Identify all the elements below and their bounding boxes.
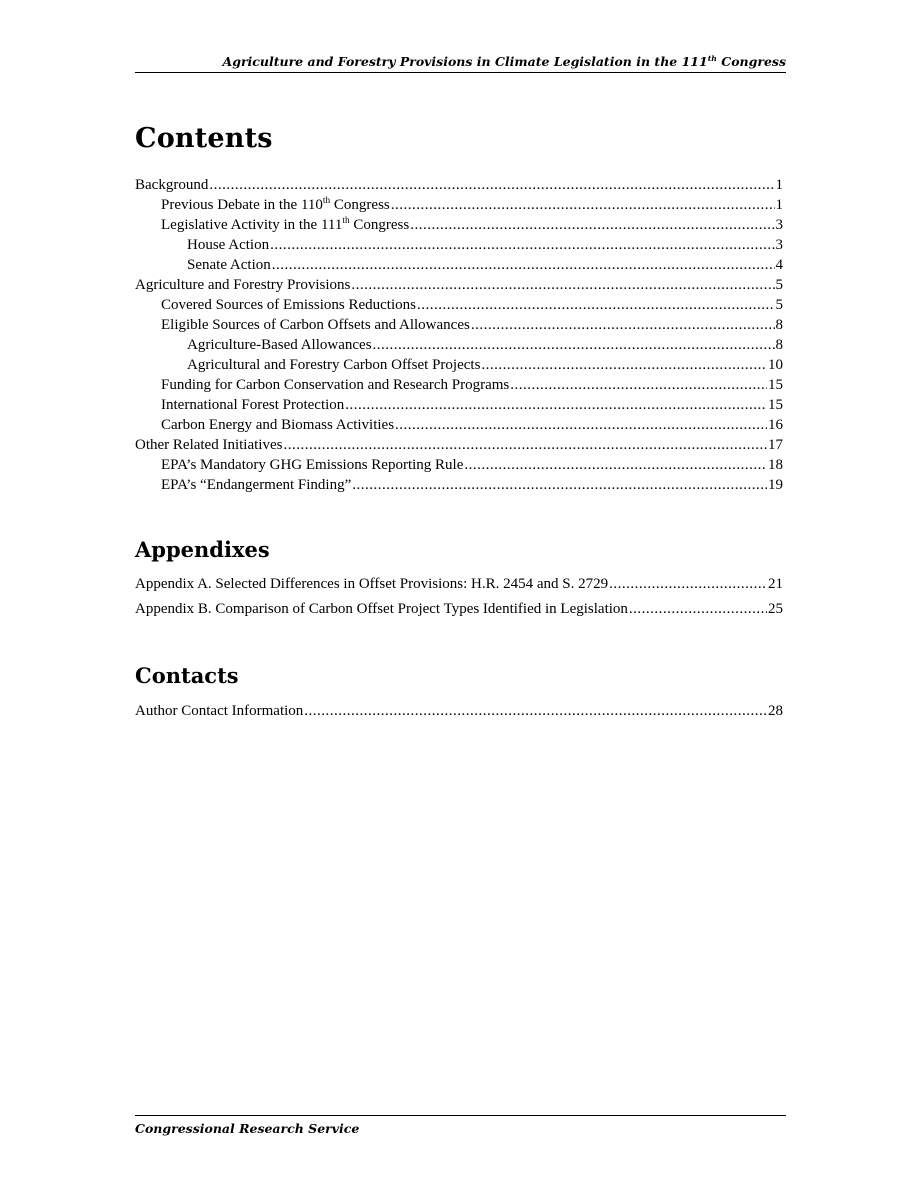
toc-entry[interactable] xyxy=(135,335,783,355)
toc-page-number: 3 xyxy=(775,217,783,233)
toc-entry[interactable] xyxy=(135,415,783,435)
toc-entry[interactable] xyxy=(135,435,783,455)
toc-entry[interactable] xyxy=(135,235,783,255)
appendixes-heading: Appendixes xyxy=(135,537,270,562)
toc-dot-leader xyxy=(510,375,767,395)
contents-toc xyxy=(135,175,783,495)
toc-page-number: 18 xyxy=(768,457,783,473)
toc-entry-title-text: Other Related Initiatives xyxy=(135,437,283,453)
running-header xyxy=(135,54,786,69)
running-footer: Congressional Research Service xyxy=(135,1121,360,1136)
toc-page-number: 21 xyxy=(768,576,783,592)
toc-page-number: 15 xyxy=(768,397,783,413)
toc-dot-leader xyxy=(270,235,774,255)
toc-entry-title xyxy=(135,599,628,619)
toc-entry-title xyxy=(187,335,372,355)
toc-dot-leader xyxy=(209,175,774,195)
toc-entry-title-text: Background xyxy=(135,177,209,193)
toc-dot-leader xyxy=(352,475,767,495)
toc-entry[interactable] xyxy=(135,295,783,315)
toc-entry-title-text: Agricultural and Forestry Carbon Offset Projects xyxy=(187,357,481,373)
toc-entry[interactable] xyxy=(135,375,783,395)
toc-entry-title xyxy=(135,574,608,594)
toc-entry-title-text: Author Contact Information xyxy=(135,703,304,719)
toc-dot-leader xyxy=(481,355,767,375)
toc-entry[interactable] xyxy=(135,215,783,235)
header-divider xyxy=(135,72,786,73)
toc-entry-title-text: Funding for Carbon Conservation and Research Programs xyxy=(161,377,510,393)
toc-entry-title xyxy=(161,395,344,415)
toc-dot-leader xyxy=(417,295,775,315)
toc-page-number: 8 xyxy=(775,317,783,333)
toc-entry-title-text: Appendix A. Selected Differences in Offset Provisions: H.R. 2454 and S. 2729 xyxy=(135,576,609,592)
toc-entry-title-text: Legislative Activity in the 111 xyxy=(161,217,343,233)
toc-page-number: 5 xyxy=(775,297,783,313)
toc-entry-title-text: International Forest Protection xyxy=(161,397,345,413)
toc-page-number: 8 xyxy=(775,337,783,353)
toc-page-number: 1 xyxy=(775,177,783,193)
toc-dot-leader xyxy=(410,215,774,235)
toc-entry-title-text: EPA’s “Endangerment Finding” xyxy=(161,477,352,493)
toc-entry-ordinal: th xyxy=(342,216,350,226)
toc-entry-title-suffix: Congress xyxy=(349,217,410,233)
toc-entry-title xyxy=(161,455,463,475)
toc-entry[interactable] xyxy=(135,475,783,495)
toc-entry[interactable] xyxy=(135,574,783,599)
toc-page-number: 4 xyxy=(775,257,783,273)
toc-entry[interactable] xyxy=(135,255,783,275)
toc-entry-title xyxy=(135,435,282,455)
toc-entry-title xyxy=(187,355,480,375)
contacts-heading: Contacts xyxy=(135,663,239,688)
toc-page-number: 19 xyxy=(768,477,783,493)
appendixes-toc xyxy=(135,574,783,624)
appendixes-list xyxy=(135,574,783,624)
running-header-suffix: Congress xyxy=(716,54,786,69)
toc-entry-title-suffix: Congress xyxy=(330,197,390,213)
toc-entry[interactable] xyxy=(135,315,783,335)
running-header-ordinal: th xyxy=(707,53,717,63)
toc-entry-title xyxy=(135,701,303,721)
toc-page-number: 15 xyxy=(768,377,783,393)
toc-entry-title xyxy=(161,195,390,215)
contents-list xyxy=(135,175,783,495)
toc-entry-title-text: Covered Sources of Emissions Reductions xyxy=(161,297,416,313)
toc-dot-leader xyxy=(395,415,767,435)
toc-entry[interactable] xyxy=(135,355,783,375)
toc-entry-title xyxy=(161,315,470,335)
toc-page-number: 17 xyxy=(768,437,783,453)
toc-page-number: 28 xyxy=(768,703,783,719)
toc-dot-leader xyxy=(272,255,775,275)
toc-dot-leader xyxy=(629,599,767,619)
toc-entry[interactable] xyxy=(135,701,783,721)
toc-entry-ordinal: th xyxy=(322,196,331,206)
toc-dot-leader xyxy=(464,455,767,475)
toc-dot-leader xyxy=(283,435,767,455)
toc-entry-title-text: Appendix B. Comparison of Carbon Offset Project Types Identified in Legislation xyxy=(135,601,628,617)
toc-page-number: 5 xyxy=(775,277,783,293)
toc-dot-leader xyxy=(345,395,767,415)
toc-entry[interactable] xyxy=(135,599,783,624)
toc-entry-title xyxy=(161,475,351,495)
footer-divider xyxy=(135,1115,786,1116)
toc-entry[interactable] xyxy=(135,455,783,475)
toc-entry-title xyxy=(135,275,350,295)
toc-entry-title xyxy=(161,415,394,435)
toc-page-number: 10 xyxy=(768,357,783,373)
toc-dot-leader xyxy=(351,275,774,295)
toc-entry-title-text: House Action xyxy=(187,237,270,253)
toc-dot-leader xyxy=(471,315,775,335)
toc-entry[interactable] xyxy=(135,395,783,415)
toc-entry-title xyxy=(135,175,208,195)
toc-entry-title xyxy=(187,255,271,275)
toc-page-number: 25 xyxy=(768,601,783,617)
toc-entry-title-text: Senate Action xyxy=(187,257,271,273)
contents-heading: Contents xyxy=(135,123,273,154)
toc-entry-title-text: EPA’s Mandatory GHG Emissions Reporting Rule xyxy=(161,457,464,473)
toc-entry-title-text: Carbon Energy and Biomass Activities xyxy=(161,417,395,433)
toc-entry[interactable] xyxy=(135,275,783,295)
toc-entry[interactable] xyxy=(135,175,783,195)
toc-entry[interactable] xyxy=(135,195,783,215)
toc-entry-title xyxy=(161,215,409,235)
running-header-title: Agriculture and Forestry Provisions in Climate Legislation in the 111 xyxy=(222,54,708,69)
toc-entry-title xyxy=(161,375,509,395)
toc-dot-leader xyxy=(609,574,767,594)
toc-dot-leader xyxy=(391,195,775,215)
toc-page-number: 1 xyxy=(775,197,783,213)
toc-dot-leader xyxy=(373,335,775,355)
toc-page-number: 3 xyxy=(775,237,783,253)
contacts-list xyxy=(135,701,783,721)
contacts-toc xyxy=(135,701,783,721)
toc-entry-title-text: Previous Debate in the 110 xyxy=(161,197,323,213)
toc-entry-title-text: Eligible Sources of Carbon Offsets and Allowances xyxy=(161,317,470,333)
toc-entry-title-text: Agriculture-Based Allowances xyxy=(187,337,372,353)
toc-dot-leader xyxy=(304,701,767,721)
toc-entry-title xyxy=(161,295,416,315)
toc-page-number: 16 xyxy=(768,417,783,433)
toc-entry-title-text: Agriculture and Forestry Provisions xyxy=(135,277,351,293)
toc-entry-title xyxy=(187,235,269,255)
